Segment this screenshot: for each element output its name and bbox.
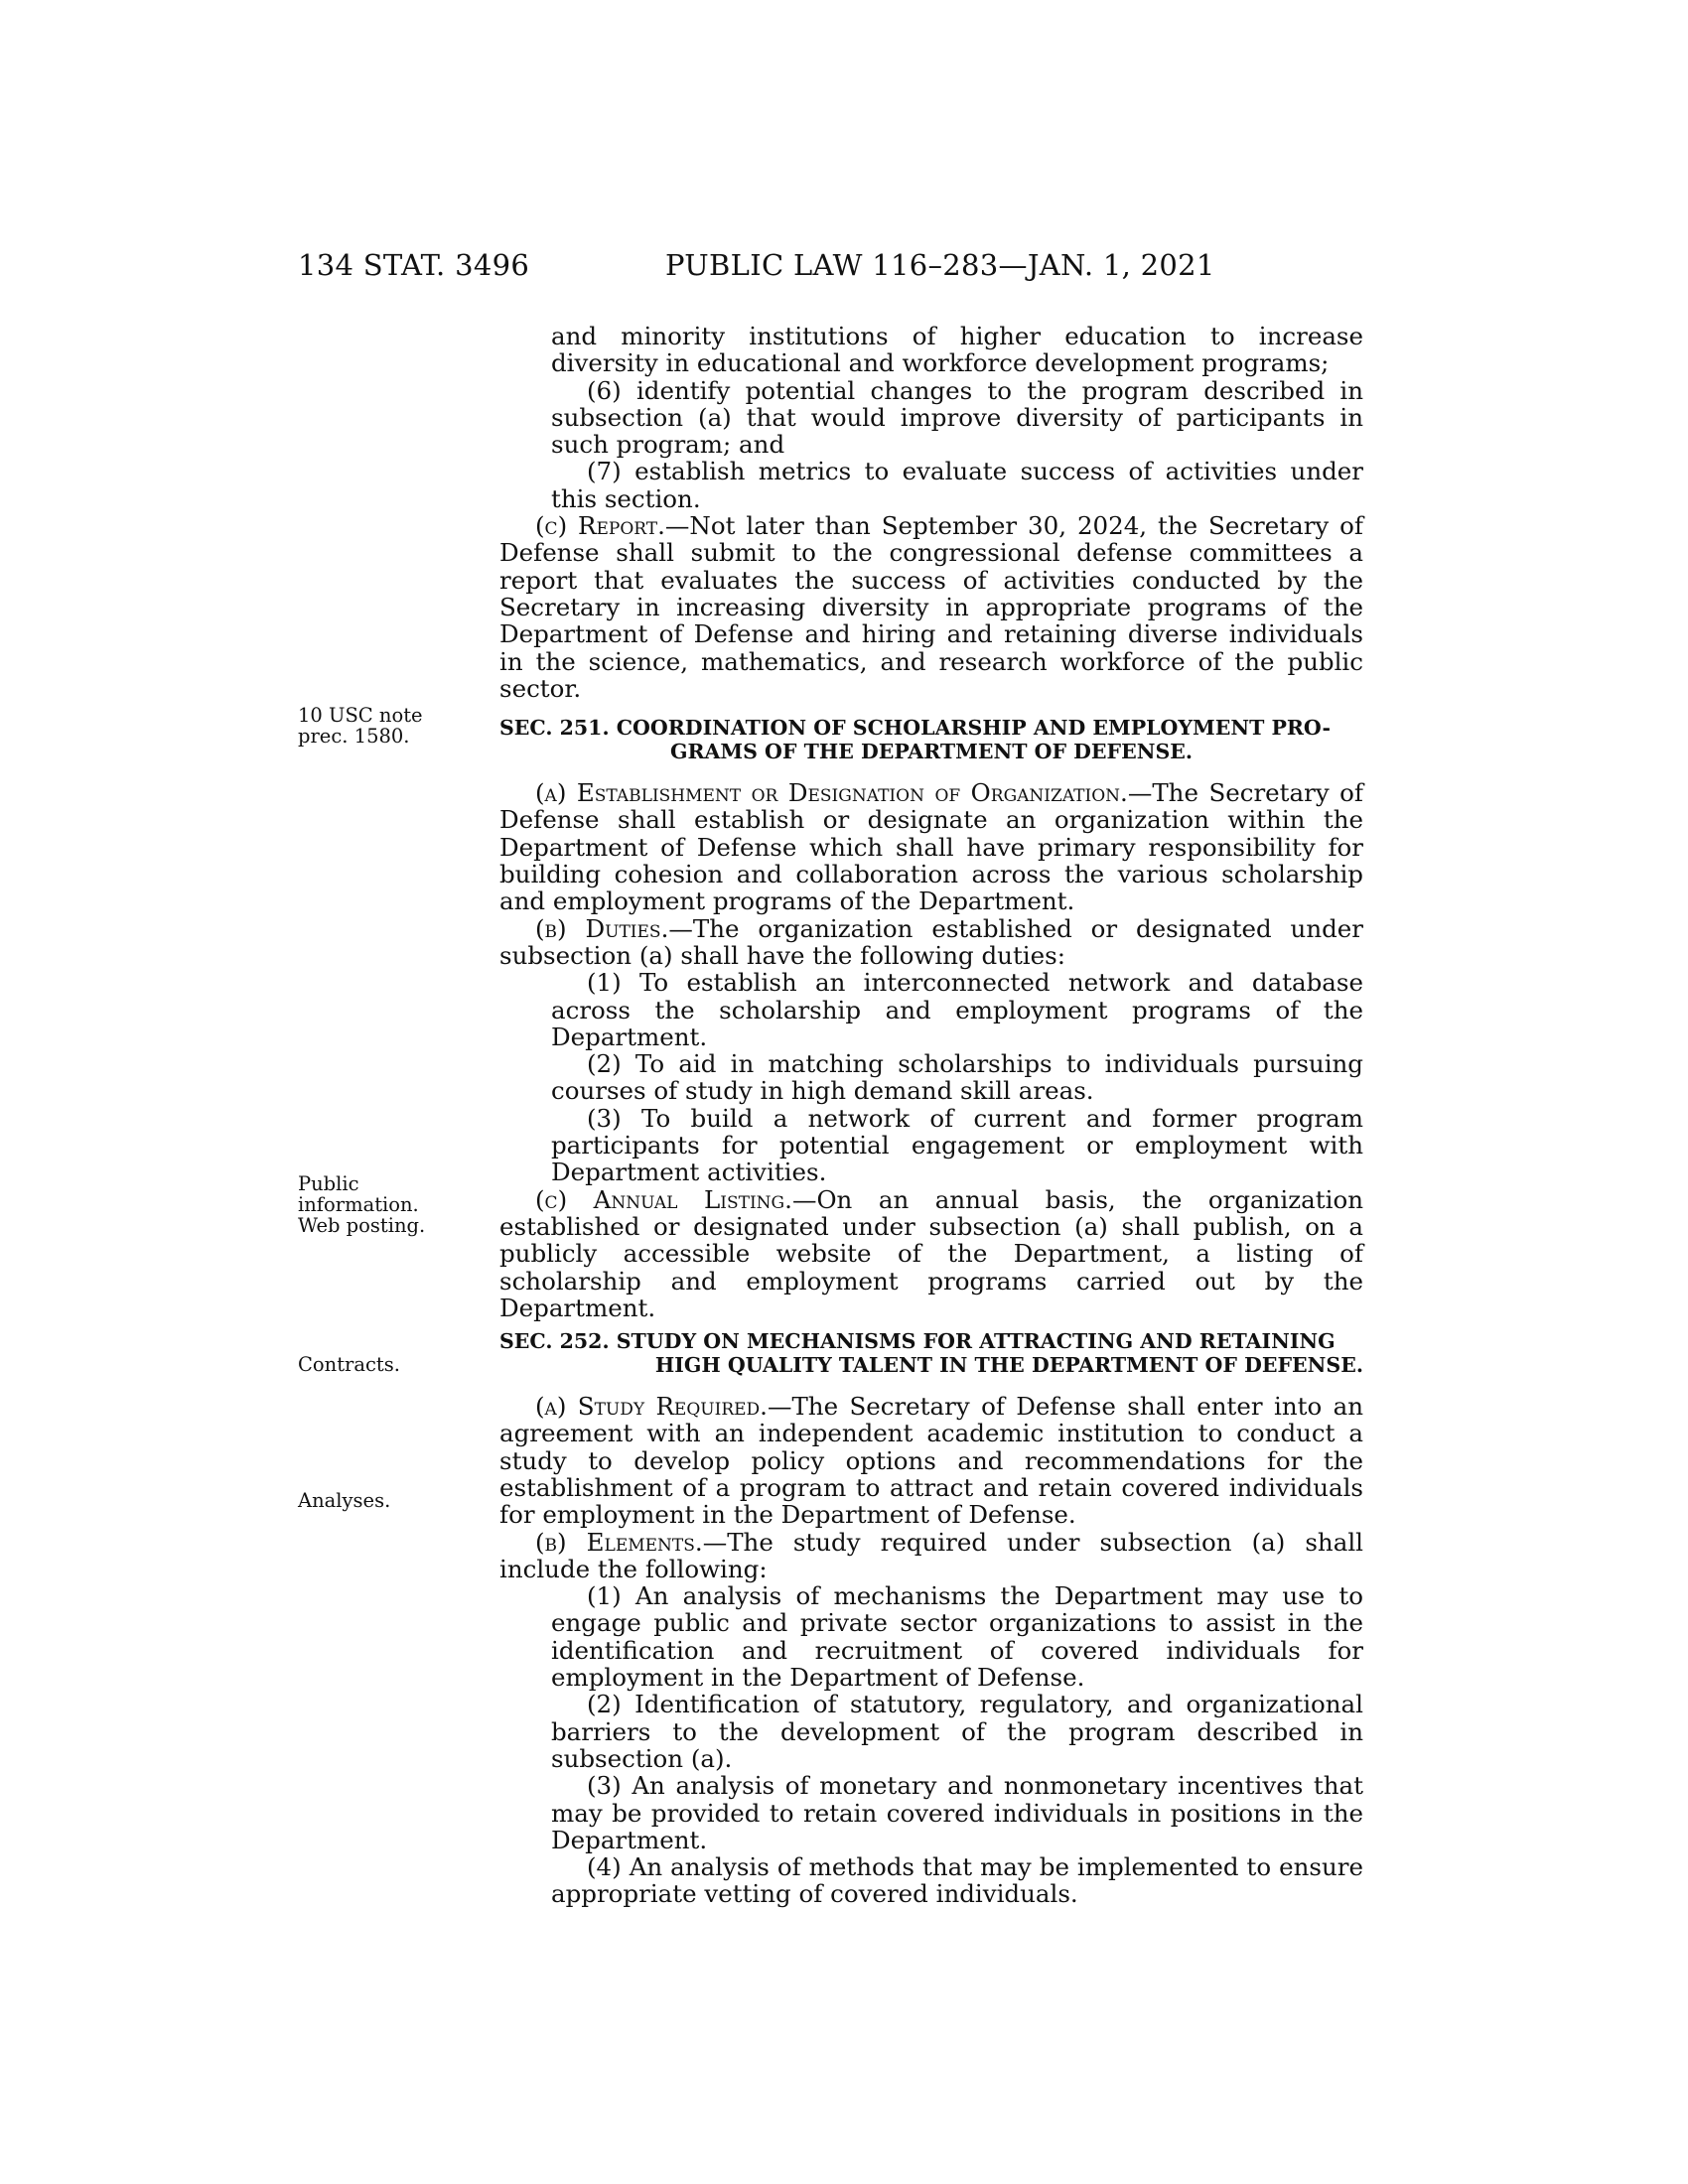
subsection-text: —On an annual basis, the organization established or designated under subsection (a) shall publish, on a publicly accessible website of the Department, a listing of scholarship and employment programs carried out by the Department. — [499, 1184, 1363, 1322]
margin-note-public-information: Public information. Web posting. — [298, 1172, 426, 1237]
section-251-heading — [499, 716, 1363, 763]
paragraph-251-b1: (1) To establish an interconnected network and database across the scholarship and employment programs of the Department. — [551, 968, 1363, 1051]
subsection-heading: (c) Annual Listing. — [535, 1184, 792, 1214]
subsection-text: —The Secretary of Defense shall establish or designate an organization within the Department of Defense which shall have primary responsibility for building cohesion and collaboration across the various scholarship and employment programs of the Department. — [499, 778, 1363, 916]
subsection-251-b — [499, 915, 1363, 970]
paragraph-continuation: and minority institutions of higher education to increase diversity in educational and workforce development programs; — [551, 322, 1363, 378]
subsection-text: —Not later than September 30, 2024, the Secretary of Defense shall submit to the congressional defense committees a report that evaluates the success of activities conducted by the Secretary in increasing diversity in appropriate programs of the Department of Defense and hiring and retaining diverse individuals in the science, mathematics, and research workforce of the public sector. — [499, 511, 1363, 703]
paragraph-252-b1: (1) An analysis of mechanisms the Department may use to engage public and private sector organizations to assist in the identification and recruitment of covered individuals for employment in the Department of Defense. — [551, 1581, 1363, 1693]
subsection-252-a — [499, 1393, 1363, 1528]
page-header — [298, 248, 1390, 288]
subsection-heading: (b) Elements. — [535, 1527, 703, 1557]
subsection-252-b — [499, 1529, 1363, 1583]
section-heading-line2: HIGH QUALITY TALENT IN THE DEPARTMENT OF DEFENSE. — [654, 1353, 1363, 1378]
subsection-251-a — [499, 779, 1363, 914]
subsection-c-report — [499, 512, 1363, 702]
public-law-running-head: PUBLIC LAW 116–283—JAN. 1, 2021 — [665, 248, 1215, 282]
paragraph-item-7: (7) establish metrics to evaluate success of activities under this section. — [551, 457, 1363, 513]
section-heading-line1: SEC. 251. COORDINATION OF SCHOLARSHIP AND EMPLOYMENT PRO- — [499, 716, 1332, 741]
subsection-text: —The Secretary of Defense shall enter into an agreement with an independent academic institution to conduct a study to develop policy options and recommendations for the establishment of a program to attract and retain covered individuals for employment in the Department of Defense. — [499, 1392, 1363, 1530]
paragraph-251-b3: (3) To build a network of current and former program participants for potential engagement or employment with Department activities. — [551, 1103, 1363, 1187]
subsection-heading: (c) Report. — [535, 511, 665, 541]
paragraph-252-b2: (2) Identification of statutory, regulatory, and organizational barriers to the development of the program described in subsection (a). — [551, 1690, 1363, 1773]
paragraph-252-b4: (4) An analysis of methods that may be implemented to ensure appropriate vetting of covered individuals. — [551, 1852, 1363, 1909]
margin-note-contracts: Contracts. — [298, 1353, 400, 1376]
paragraph-251-b2: (2) To aid in matching scholarships to individuals pursuing courses of study in high demand skill areas. — [551, 1049, 1363, 1106]
section-heading-line1: SEC. 252. STUDY ON MECHANISMS FOR ATTRACTING AND RETAINING — [499, 1329, 1336, 1354]
body-text — [499, 323, 1363, 1908]
subsection-251-c — [499, 1186, 1363, 1321]
paragraph-item-6: (6) identify potential changes to the program described in subsection (a) that would improve diversity of participants in such program; and — [551, 375, 1363, 460]
margin-note-usc: 10 USC note prec. 1580. — [298, 704, 423, 748]
subsection-heading: (b) Duties. — [535, 913, 669, 943]
subsection-heading: (a) Study Required. — [535, 1392, 768, 1422]
paragraph-252-b3: (3) An analysis of monetary and nonmonetary incentives that may be provided to retain covered individuals in positions in the Department. — [551, 1771, 1363, 1854]
statute-page-number: 134 STAT. 3496 — [298, 248, 530, 282]
subsection-heading: (a) Establishment or Designation of Organization. — [535, 778, 1128, 808]
subsection-text: —The study required under subsection (a) shall include the following: — [499, 1527, 1363, 1583]
margin-note-analyses: Analyses. — [298, 1489, 391, 1512]
subsection-text: —The organization established or designated under subsection (a) shall have the following duties: — [499, 913, 1363, 970]
section-252-heading — [499, 1329, 1363, 1377]
section-heading-line2: GRAMS OF THE DEPARTMENT OF DEFENSE. — [669, 740, 1194, 764]
